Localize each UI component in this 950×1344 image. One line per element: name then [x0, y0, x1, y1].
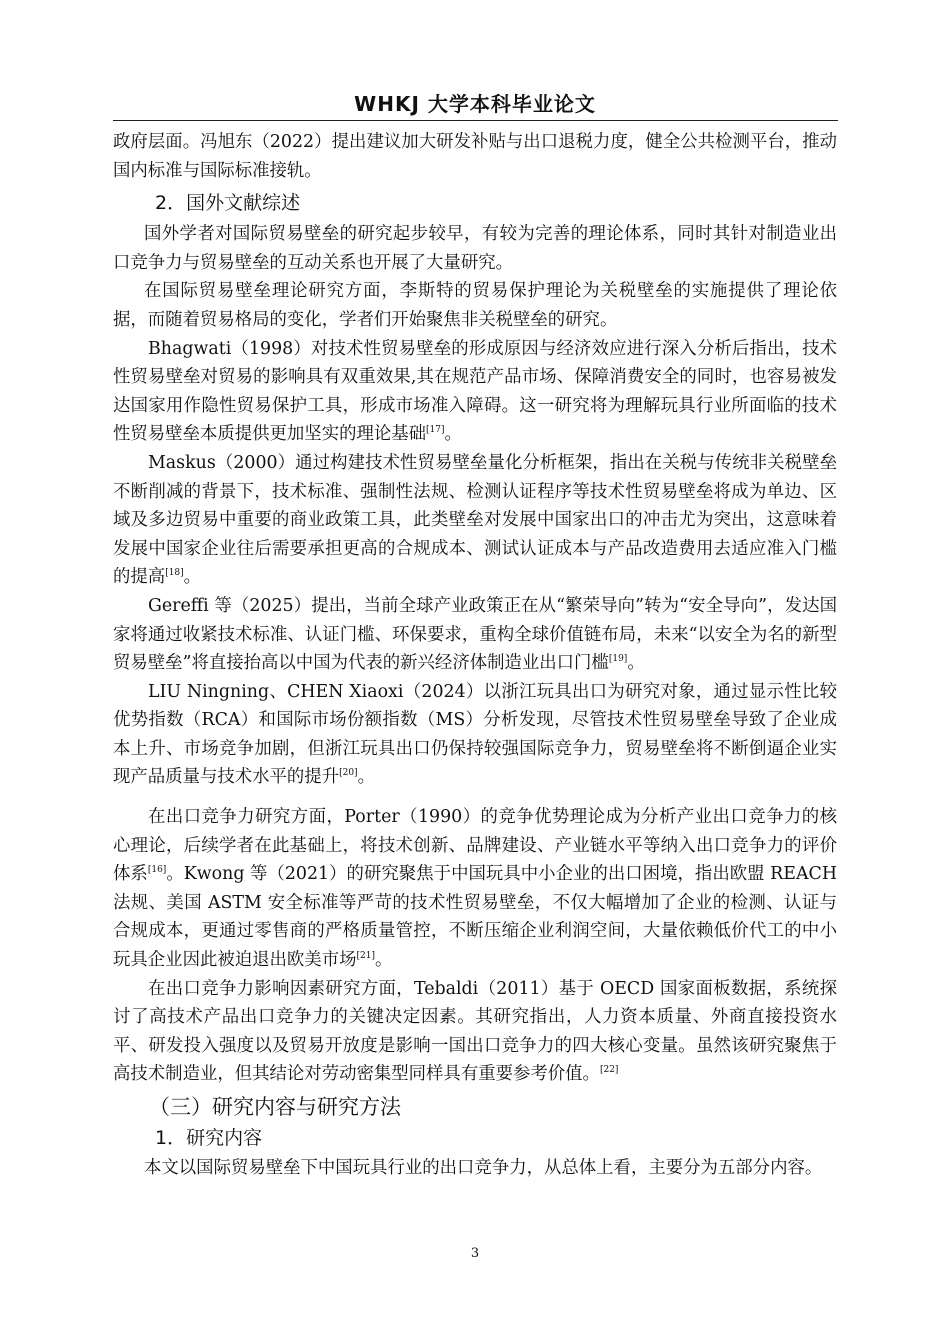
- paragraph-porter-kwong: [113, 803, 837, 975]
- citation-ref: [21]: [356, 951, 375, 962]
- heading-foreign-literature: 2．国外文献综述: [155, 192, 301, 215]
- paragraph-end: 。: [627, 653, 645, 674]
- header-rule: [113, 120, 838, 121]
- citation-ref: [22]: [599, 1065, 619, 1076]
- page-header-title: WHKJ 大学本科毕业论文: [354, 92, 596, 116]
- document-body: [113, 128, 837, 1183]
- paragraph-foreign-intro: 国外学者对国际贸易壁垒的研究起步较早，有较为完善的理论体系，同时其针对制造业出口竞争力与贸易壁垒的互动关系也开展了大量研究。: [113, 224, 837, 273]
- paragraph-text: Maskus（2000）通过构建技术性贸易壁垒量化分析框架，指出在关税与传统非关税壁垒不断削减的背景下，技术标准、强制性法规、检测认证程序等技术性贸易壁垒将成为单边、区域及多边贸易中重要的商业政策工具，此类壁垒对发展中国家出口的冲击尤为突出，这意味着发展中国家企业往后需要承担更高的合规成本、测试认证成本与产品改造费用去适应准入门槛的提高: [113, 452, 837, 588]
- page-number: 3: [470, 1246, 480, 1261]
- paragraph-text: Gereffi 等（2025）提出，当前全球产业政策正在从“繁荣导向”转为“安全导向”，发达国家将通过收紧技术标准、认证门槛、环保要求，重构全球价值链布局，未来“以安全为名的新型贸易壁垒”将直接抬高以中国为代表的新兴经济体制造业出口门槛: [113, 595, 837, 674]
- citation-ref: [16]: [147, 865, 167, 876]
- paragraph-gereffi: [113, 592, 837, 678]
- citation-ref: [17]: [426, 425, 445, 436]
- paragraph-text-cont: 。Kwong 等（2021）的研究聚焦于中国玩具中小企业的出口困境，指出欧盟 REACH 法规、美国 ASTM 安全标准等严苛的技术性贸易壁垒，不仅大幅增加了企业的检测、认证与合规成本，更通过零售商的严格质量管控，不断压缩企业利润空间，大量依赖低价代工的中小玩具企业因此被迫退出欧美市场: [113, 864, 837, 971]
- paragraph-text: LIU Ningning、CHEN Xiaoxi（2024）以浙江玩具出口为研究对象，通过显示性比较优势指数（RCA）和国际市场份额指数（MS）分析发现，尽管技术性贸易壁垒导致了企业成本上升、市场竞争加剧，但浙江玩具出口仍保持较强国际竞争力，贸易壁垒将不断倒逼企业实现产品质量与技术水平的提升: [113, 681, 837, 788]
- paragraph-end: 。: [183, 567, 202, 588]
- paragraph-text: 在出口竞争力影响因素研究方面，Tebaldi（2011）基于 OECD 国家面板数据，系统探讨了高技术产品出口竞争力的关键决定因素。其研究指出，人力资本质量、外商直接投资水平、研发投入强度以及贸易开放度是影响一国出口竞争力的四大核心变量。虽然该研究聚焦于高技术制造业，但其结论对劳动密集型同样具有重要参考价值。: [113, 978, 837, 1085]
- paragraph-end: 。: [444, 424, 462, 445]
- paragraph-text: Bhagwati（1998）对技术性贸易壁垒的形成原因与经济效应进行深入分析后指出，技术性贸易壁垒对贸易的影响具有双重效果,其在规范产品市场、保障消费安全的同时，也容易被发达国家用作隐性贸易保护工具，形成市场准入障碍。这一研究将为理解玩具行业所面临的技术性贸易壁垒本质提供更加坚实的理论基础: [113, 338, 837, 445]
- heading-research-content-methods: （三）研究内容与研究方法: [149, 1095, 401, 1119]
- paragraph-end: 。: [374, 950, 393, 971]
- paragraph-government-level: 政府层面。冯旭东（2022）提出建议加大研发补贴与出口退税力度，健全公共检测平台，推动国内标准与国际标准接轨。: [113, 132, 837, 181]
- citation-ref: [18]: [165, 568, 184, 579]
- paragraph-maskus: [113, 449, 837, 592]
- paragraph-research-overview: 本文以国际贸易壁垒下中国玩具行业的出口竞争力，从总体上看，主要分为五部分内容。: [144, 1158, 823, 1178]
- paragraph-barrier-theory: 在国际贸易壁垒理论研究方面，李斯特的贸易保护理论为关税壁垒的实施提供了理论依据，而随着贸易格局的变化，学者们开始聚焦非关税壁垒的研究。: [113, 281, 837, 330]
- paragraph-bhagwati: [113, 335, 837, 449]
- heading-research-content: 1．研究内容: [155, 1127, 263, 1149]
- paragraph-liu-chen: [113, 678, 837, 792]
- citation-ref: [19]: [608, 654, 628, 665]
- paragraph-end: 。: [357, 767, 375, 788]
- citation-ref: [20]: [339, 768, 358, 779]
- paragraph-tebaldi: [113, 975, 837, 1089]
- paragraph-text: 在出口竞争力研究方面，Porter（1990）的竞争优势理论成为分析产业出口竞争力的核心理论，后续学者在此基础上，将技术创新、品牌建设、产业链水平等纳入出口竞争力的评价体系: [113, 807, 837, 885]
